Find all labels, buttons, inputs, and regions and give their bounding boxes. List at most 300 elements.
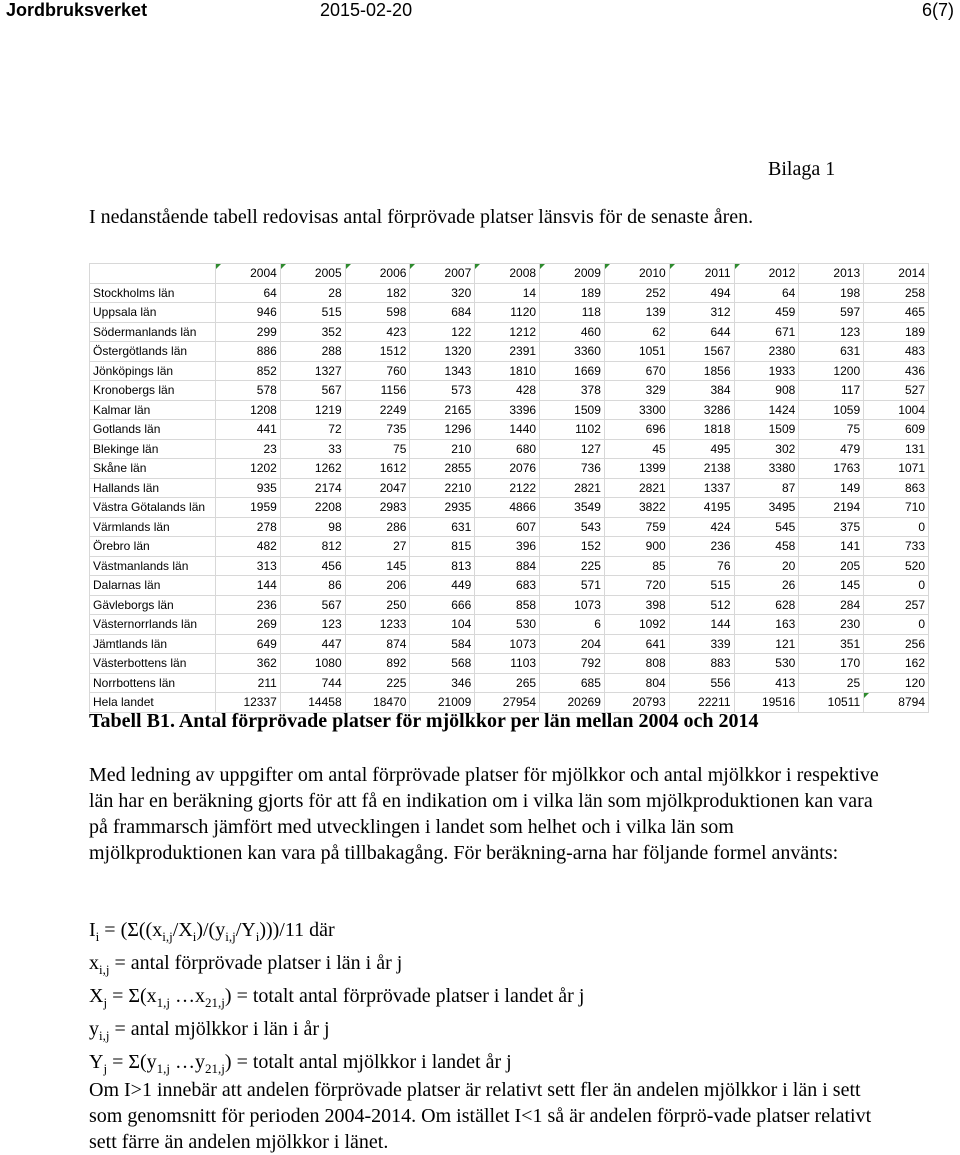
table-cell: 556 bbox=[669, 673, 734, 693]
table-cell: 946 bbox=[216, 303, 281, 323]
table-cell: 122 bbox=[410, 322, 475, 342]
table-row bbox=[90, 595, 929, 615]
table-cell: 225 bbox=[345, 673, 410, 693]
table-cell: 813 bbox=[410, 556, 475, 576]
table-cell: 236 bbox=[216, 595, 281, 615]
table-row bbox=[90, 537, 929, 557]
table-cell: 759 bbox=[604, 517, 669, 537]
county-name: Västernorrlands län bbox=[90, 615, 216, 635]
table-cell: 121 bbox=[734, 634, 799, 654]
table-cell: 20 bbox=[734, 556, 799, 576]
table-cell: 670 bbox=[604, 361, 669, 381]
table-cell: 170 bbox=[799, 654, 864, 674]
table-cell: 680 bbox=[475, 439, 540, 459]
county-name: Blekinge län bbox=[90, 439, 216, 459]
table-cell: 0 bbox=[864, 517, 929, 537]
table-cell: 649 bbox=[216, 634, 281, 654]
table-cell: 398 bbox=[604, 595, 669, 615]
data-table bbox=[89, 263, 929, 713]
county-name: Jämtlands län bbox=[90, 634, 216, 654]
table-row bbox=[90, 498, 929, 518]
table-cell: 3396 bbox=[475, 400, 540, 420]
table-cell: 312 bbox=[669, 303, 734, 323]
table-cell: 447 bbox=[280, 634, 345, 654]
table-row bbox=[90, 576, 929, 596]
table-cell: 72 bbox=[280, 420, 345, 440]
table-cell: 479 bbox=[799, 439, 864, 459]
table-cell: 206 bbox=[345, 576, 410, 596]
table-cell: 2138 bbox=[669, 459, 734, 479]
table-cell: 258 bbox=[864, 283, 929, 303]
table-cell: 641 bbox=[604, 634, 669, 654]
table-cell: 131 bbox=[864, 439, 929, 459]
table-caption: Tabell B1. Antal förprövade platser för mjölkkor per län mellan 2004 och 2014 bbox=[89, 710, 759, 732]
table-cell: 671 bbox=[734, 322, 799, 342]
county-name: Västerbottens län bbox=[90, 654, 216, 674]
formula-line-Y: $Y_j = \Sigma(y_{1,j}$ $\dots y_{21,j}$) = totalt antal mjölkkor i landet år j bbox=[89, 1051, 512, 1076]
table-cell: 20793 bbox=[604, 693, 669, 713]
intro-text: I nedanstående tabell redovisas antal förprövade platser länsvis för de senaste åren. bbox=[89, 206, 754, 228]
table-cell: 86 bbox=[280, 576, 345, 596]
table-cell: 631 bbox=[799, 342, 864, 362]
county-name: Gävleborgs län bbox=[90, 595, 216, 615]
table-cell: 339 bbox=[669, 634, 734, 654]
cell-comment-marker bbox=[346, 264, 351, 269]
table-cell: 607 bbox=[475, 517, 540, 537]
table-cell: 278 bbox=[216, 517, 281, 537]
table-cell: 75 bbox=[799, 420, 864, 440]
table-cell: 744 bbox=[280, 673, 345, 693]
table-cell: 886 bbox=[216, 342, 281, 362]
table-row bbox=[90, 654, 929, 674]
table-cell: 2391 bbox=[475, 342, 540, 362]
table-cell: 144 bbox=[669, 615, 734, 635]
paragraph-method: Med ledning av uppgifter om antal förprövade platser för mjölkkor och antal mjölkkor i respektive län har en beräkning gjorts för att få en indikation om i vilka län som mjölkproduktionen kan vara på frammarsch jämfört med utvecklingen i landet som helhet och i vilka län som mjölkproduktionen kan vara på tillbakagång. För beräkning-arna har följande formel använts: bbox=[89, 764, 879, 864]
table-cell: 346 bbox=[410, 673, 475, 693]
table-cell: 139 bbox=[604, 303, 669, 323]
table-cell: 449 bbox=[410, 576, 475, 596]
table-cell: 482 bbox=[216, 537, 281, 557]
table-cell: 288 bbox=[280, 342, 345, 362]
table-cell: 64 bbox=[216, 283, 281, 303]
table-cell: 456 bbox=[280, 556, 345, 576]
table-cell: 1512 bbox=[345, 342, 410, 362]
table-cell: 3286 bbox=[669, 400, 734, 420]
table-cell: 120 bbox=[864, 673, 929, 693]
table-cell: 2174 bbox=[280, 478, 345, 498]
table-cell: 609 bbox=[864, 420, 929, 440]
table-cell: 252 bbox=[604, 283, 669, 303]
year-header: 2012 bbox=[734, 264, 799, 284]
appendix-label: Bilaga 1 bbox=[768, 158, 836, 180]
cell-comment-marker bbox=[540, 264, 545, 269]
table-cell: 1399 bbox=[604, 459, 669, 479]
table-cell: 299 bbox=[216, 322, 281, 342]
table-cell: 597 bbox=[799, 303, 864, 323]
table-cell: 1092 bbox=[604, 615, 669, 635]
table-cell: 149 bbox=[799, 478, 864, 498]
county-name: Gotlands län bbox=[90, 420, 216, 440]
table-cell: 329 bbox=[604, 381, 669, 401]
table-cell: 23 bbox=[216, 439, 281, 459]
table-cell: 545 bbox=[734, 517, 799, 537]
table-cell: 720 bbox=[604, 576, 669, 596]
table-cell: 265 bbox=[475, 673, 540, 693]
table-cell: 1343 bbox=[410, 361, 475, 381]
table-cell: 313 bbox=[216, 556, 281, 576]
table-cell: 210 bbox=[410, 439, 475, 459]
table-cell: 2194 bbox=[799, 498, 864, 518]
table-cell: 684 bbox=[410, 303, 475, 323]
table-cell: 3549 bbox=[540, 498, 605, 518]
table-cell: 87 bbox=[734, 478, 799, 498]
table-cell: 45 bbox=[604, 439, 669, 459]
table-cell: 362 bbox=[216, 654, 281, 674]
table-cell: 18470 bbox=[345, 693, 410, 713]
table-cell: 302 bbox=[734, 439, 799, 459]
table-cell: 33 bbox=[280, 439, 345, 459]
table-cell: 118 bbox=[540, 303, 605, 323]
table-cell: 152 bbox=[540, 537, 605, 557]
table-cell: 2047 bbox=[345, 478, 410, 498]
table-cell: 568 bbox=[410, 654, 475, 674]
table-cell: 14 bbox=[475, 283, 540, 303]
county-name: Kronobergs län bbox=[90, 381, 216, 401]
table-cell: 2983 bbox=[345, 498, 410, 518]
county-name: Dalarnas län bbox=[90, 576, 216, 596]
table-cell: 628 bbox=[734, 595, 799, 615]
table-cell: 567 bbox=[280, 381, 345, 401]
table-cell: 1327 bbox=[280, 361, 345, 381]
county-name: Hela landet bbox=[90, 693, 216, 713]
table-cell: 76 bbox=[669, 556, 734, 576]
table-cell: 384 bbox=[669, 381, 734, 401]
table-cell: 1856 bbox=[669, 361, 734, 381]
table-cell: 75 bbox=[345, 439, 410, 459]
table-cell: 1208 bbox=[216, 400, 281, 420]
header-date: 2015-02-20 bbox=[320, 0, 413, 20]
table-cell: 21009 bbox=[410, 693, 475, 713]
table-cell: 62 bbox=[604, 322, 669, 342]
table-cell: 163 bbox=[734, 615, 799, 635]
table-cell: 1200 bbox=[799, 361, 864, 381]
table-cell: 162 bbox=[864, 654, 929, 674]
table-cell: 20269 bbox=[540, 693, 605, 713]
table-cell: 352 bbox=[280, 322, 345, 342]
table-cell: 2122 bbox=[475, 478, 540, 498]
table-cell: 567 bbox=[280, 595, 345, 615]
year-header: 2013 bbox=[799, 264, 864, 284]
table-cell: 198 bbox=[799, 283, 864, 303]
table-cell: 0 bbox=[864, 576, 929, 596]
table-cell: 1612 bbox=[345, 459, 410, 479]
cell-comment-marker bbox=[864, 693, 869, 698]
table-cell: 27954 bbox=[475, 693, 540, 713]
table-cell: 1219 bbox=[280, 400, 345, 420]
table-cell: 458 bbox=[734, 537, 799, 557]
table-cell: 145 bbox=[345, 556, 410, 576]
paragraph-interpretation: Om I>1 innebär att andelen förprövade platser är relativt sett fler än andelen mjölkkor i län i sett som genomsnitt för perioden 2004-2014. Om istället I<1 så är andelen förprö-vade platser relativt sett färre än andelen mjölkkor i länet. bbox=[89, 1079, 872, 1153]
table-cell: 512 bbox=[669, 595, 734, 615]
county-name: Västmanlands län bbox=[90, 556, 216, 576]
table-cell: 527 bbox=[864, 381, 929, 401]
table-cell: 3360 bbox=[540, 342, 605, 362]
year-header: 2009 bbox=[540, 264, 605, 284]
county-name: Uppsala län bbox=[90, 303, 216, 323]
table-cell: 1120 bbox=[475, 303, 540, 323]
table-cell: 515 bbox=[280, 303, 345, 323]
table-cell: 1071 bbox=[864, 459, 929, 479]
table-cell: 598 bbox=[345, 303, 410, 323]
table-cell: 141 bbox=[799, 537, 864, 557]
table-cell: 584 bbox=[410, 634, 475, 654]
table-cell: 230 bbox=[799, 615, 864, 635]
table-cell: 189 bbox=[864, 322, 929, 342]
year-header: 2014 bbox=[864, 264, 929, 284]
cell-comment-marker bbox=[475, 264, 480, 269]
table-cell: 1296 bbox=[410, 420, 475, 440]
table-cell: 935 bbox=[216, 478, 281, 498]
table-cell: 1959 bbox=[216, 498, 281, 518]
table-cell: 14458 bbox=[280, 693, 345, 713]
table-cell: 530 bbox=[734, 654, 799, 674]
table-cell: 145 bbox=[799, 576, 864, 596]
table-cell: 284 bbox=[799, 595, 864, 615]
table-cell: 0 bbox=[864, 615, 929, 635]
table-cell: 1424 bbox=[734, 400, 799, 420]
table-cell: 1337 bbox=[669, 478, 734, 498]
table-cell: 236 bbox=[669, 537, 734, 557]
table-row bbox=[90, 478, 929, 498]
table-row bbox=[90, 400, 929, 420]
table-cell: 459 bbox=[734, 303, 799, 323]
county-name: Kalmar län bbox=[90, 400, 216, 420]
table-cell: 1102 bbox=[540, 420, 605, 440]
table-cell: 900 bbox=[604, 537, 669, 557]
table-cell: 189 bbox=[540, 283, 605, 303]
county-name: Södermanlands län bbox=[90, 322, 216, 342]
table-cell: 85 bbox=[604, 556, 669, 576]
table-cell: 908 bbox=[734, 381, 799, 401]
table-cell: 2249 bbox=[345, 400, 410, 420]
table-cell: 286 bbox=[345, 517, 410, 537]
table-cell: 2165 bbox=[410, 400, 475, 420]
cell-comment-marker bbox=[281, 264, 286, 269]
table-cell: 1810 bbox=[475, 361, 540, 381]
table-cell: 1080 bbox=[280, 654, 345, 674]
table-cell: 25 bbox=[799, 673, 864, 693]
table-row bbox=[90, 673, 929, 693]
table-cell: 1059 bbox=[799, 400, 864, 420]
table-cell: 4195 bbox=[669, 498, 734, 518]
county-name: Jönköpings län bbox=[90, 361, 216, 381]
county-name: Örebro län bbox=[90, 537, 216, 557]
table-row bbox=[90, 459, 929, 479]
table-cell: 441 bbox=[216, 420, 281, 440]
table-cell: 666 bbox=[410, 595, 475, 615]
year-header: 2006 bbox=[345, 264, 410, 284]
table-cell: 2210 bbox=[410, 478, 475, 498]
table-cell: 396 bbox=[475, 537, 540, 557]
table-row bbox=[90, 439, 929, 459]
formula-line-y: $y_{i,j}$ = antal mjölkkor i län i år j bbox=[89, 1018, 330, 1043]
table-cell: 460 bbox=[540, 322, 605, 342]
table-cell: 515 bbox=[669, 576, 734, 596]
table-cell: 1202 bbox=[216, 459, 281, 479]
table-cell: 1763 bbox=[799, 459, 864, 479]
table-cell: 733 bbox=[864, 537, 929, 557]
table-cell: 792 bbox=[540, 654, 605, 674]
table-cell: 413 bbox=[734, 673, 799, 693]
year-header: 2005 bbox=[280, 264, 345, 284]
table-cell: 1509 bbox=[734, 420, 799, 440]
table-cell: 123 bbox=[280, 615, 345, 635]
table-cell: 2208 bbox=[280, 498, 345, 518]
table-cell: 204 bbox=[540, 634, 605, 654]
table-cell: 64 bbox=[734, 283, 799, 303]
cell-comment-marker bbox=[410, 264, 415, 269]
table-cell: 1440 bbox=[475, 420, 540, 440]
table-cell: 520 bbox=[864, 556, 929, 576]
table-cell: 1212 bbox=[475, 322, 540, 342]
table-cell: 22211 bbox=[669, 693, 734, 713]
table-row bbox=[90, 420, 929, 440]
table-cell: 1073 bbox=[475, 634, 540, 654]
table-cell: 543 bbox=[540, 517, 605, 537]
table-cell: 351 bbox=[799, 634, 864, 654]
county-name: Östergötlands län bbox=[90, 342, 216, 362]
table-cell: 225 bbox=[540, 556, 605, 576]
table-cell: 863 bbox=[864, 478, 929, 498]
table-cell: 375 bbox=[799, 517, 864, 537]
table-cell: 1233 bbox=[345, 615, 410, 635]
table-cell: 530 bbox=[475, 615, 540, 635]
table-cell: 123 bbox=[799, 322, 864, 342]
table-cell: 1669 bbox=[540, 361, 605, 381]
table-cell: 428 bbox=[475, 381, 540, 401]
table-cell: 685 bbox=[540, 673, 605, 693]
table-cell: 424 bbox=[669, 517, 734, 537]
table-cell: 257 bbox=[864, 595, 929, 615]
table-row bbox=[90, 303, 929, 323]
table-cell: 3822 bbox=[604, 498, 669, 518]
year-header: 2008 bbox=[475, 264, 540, 284]
table-row bbox=[90, 381, 929, 401]
table-cell: 852 bbox=[216, 361, 281, 381]
year-header: 2011 bbox=[669, 264, 734, 284]
table-cell: 269 bbox=[216, 615, 281, 635]
table-cell: 27 bbox=[345, 537, 410, 557]
table-cell: 736 bbox=[540, 459, 605, 479]
table-cell: 436 bbox=[864, 361, 929, 381]
table-cell: 4866 bbox=[475, 498, 540, 518]
table-cell: 117 bbox=[799, 381, 864, 401]
year-header: 2010 bbox=[604, 264, 669, 284]
table-row bbox=[90, 615, 929, 635]
table-cell: 2821 bbox=[604, 478, 669, 498]
table-cell: 423 bbox=[345, 322, 410, 342]
table-cell: 98 bbox=[280, 517, 345, 537]
table-cell: 1073 bbox=[540, 595, 605, 615]
table-cell: 3300 bbox=[604, 400, 669, 420]
table-cell: 12337 bbox=[216, 693, 281, 713]
table-cell: 127 bbox=[540, 439, 605, 459]
table-cell: 644 bbox=[669, 322, 734, 342]
table-cell: 804 bbox=[604, 673, 669, 693]
county-name: Stockholms län bbox=[90, 283, 216, 303]
table-cell: 2821 bbox=[540, 478, 605, 498]
table-cell: 10511 bbox=[799, 693, 864, 713]
table-cell: 104 bbox=[410, 615, 475, 635]
table-cell: 495 bbox=[669, 439, 734, 459]
county-name: Skåne län bbox=[90, 459, 216, 479]
table-cell: 1156 bbox=[345, 381, 410, 401]
table-cell: 2076 bbox=[475, 459, 540, 479]
formula-block bbox=[89, 917, 584, 1082]
table-cell: 205 bbox=[799, 556, 864, 576]
table-cell: 256 bbox=[864, 634, 929, 654]
table-cell: 2935 bbox=[410, 498, 475, 518]
table-cell: 683 bbox=[475, 576, 540, 596]
table-cell: 1051 bbox=[604, 342, 669, 362]
county-name: Hallands län bbox=[90, 478, 216, 498]
table-cell: 1509 bbox=[540, 400, 605, 420]
table-cell: 892 bbox=[345, 654, 410, 674]
table-cell: 808 bbox=[604, 654, 669, 674]
table-row bbox=[90, 342, 929, 362]
table-cell: 760 bbox=[345, 361, 410, 381]
header-organisation: Jordbruksverket bbox=[6, 0, 148, 20]
year-header: 2007 bbox=[410, 264, 475, 284]
table-cell: 1103 bbox=[475, 654, 540, 674]
table-row bbox=[90, 361, 929, 381]
table-cell: 378 bbox=[540, 381, 605, 401]
table-cell: 1818 bbox=[669, 420, 734, 440]
table-cell: 812 bbox=[280, 537, 345, 557]
county-name: Västra Götalands län bbox=[90, 498, 216, 518]
table-cell: 26 bbox=[734, 576, 799, 596]
table-cell: 465 bbox=[864, 303, 929, 323]
cell-comment-marker bbox=[605, 264, 610, 269]
cell-comment-marker bbox=[670, 264, 675, 269]
county-name: Värmlands län bbox=[90, 517, 216, 537]
county-name: Norrbottens län bbox=[90, 673, 216, 693]
table-cell: 494 bbox=[669, 283, 734, 303]
table-row bbox=[90, 634, 929, 654]
table-row bbox=[90, 556, 929, 576]
formula-line-x: $x_{i,j}$ = antal förprövade platser i län i år j bbox=[89, 952, 403, 977]
table-cell: 211 bbox=[216, 673, 281, 693]
formula-line-X: $X_j = \Sigma(x_{1,j}$ $\dots x_{21,j}$) = totalt antal förprövade platser i landet år j bbox=[89, 985, 585, 1010]
table-cell: 182 bbox=[345, 283, 410, 303]
cell-comment-marker bbox=[216, 264, 221, 269]
table-cell: 3380 bbox=[734, 459, 799, 479]
table-cell: 631 bbox=[410, 517, 475, 537]
table-cell: 2380 bbox=[734, 342, 799, 362]
table-row bbox=[90, 517, 929, 537]
table-row bbox=[90, 283, 929, 303]
table-cell: 710 bbox=[864, 498, 929, 518]
table-cell: 3495 bbox=[734, 498, 799, 518]
table-cell: 874 bbox=[345, 634, 410, 654]
table-cell: 1567 bbox=[669, 342, 734, 362]
table-cell: 320 bbox=[410, 283, 475, 303]
table-cell: 28 bbox=[280, 283, 345, 303]
formula-line-index: $I_i = (\Sigma((x_{i,j}/X_i)/(y_{i,j}/Y_i)))/11$ där bbox=[89, 919, 335, 944]
table-cell: 1933 bbox=[734, 361, 799, 381]
table-cell: 883 bbox=[669, 654, 734, 674]
cell-comment-marker bbox=[735, 264, 740, 269]
